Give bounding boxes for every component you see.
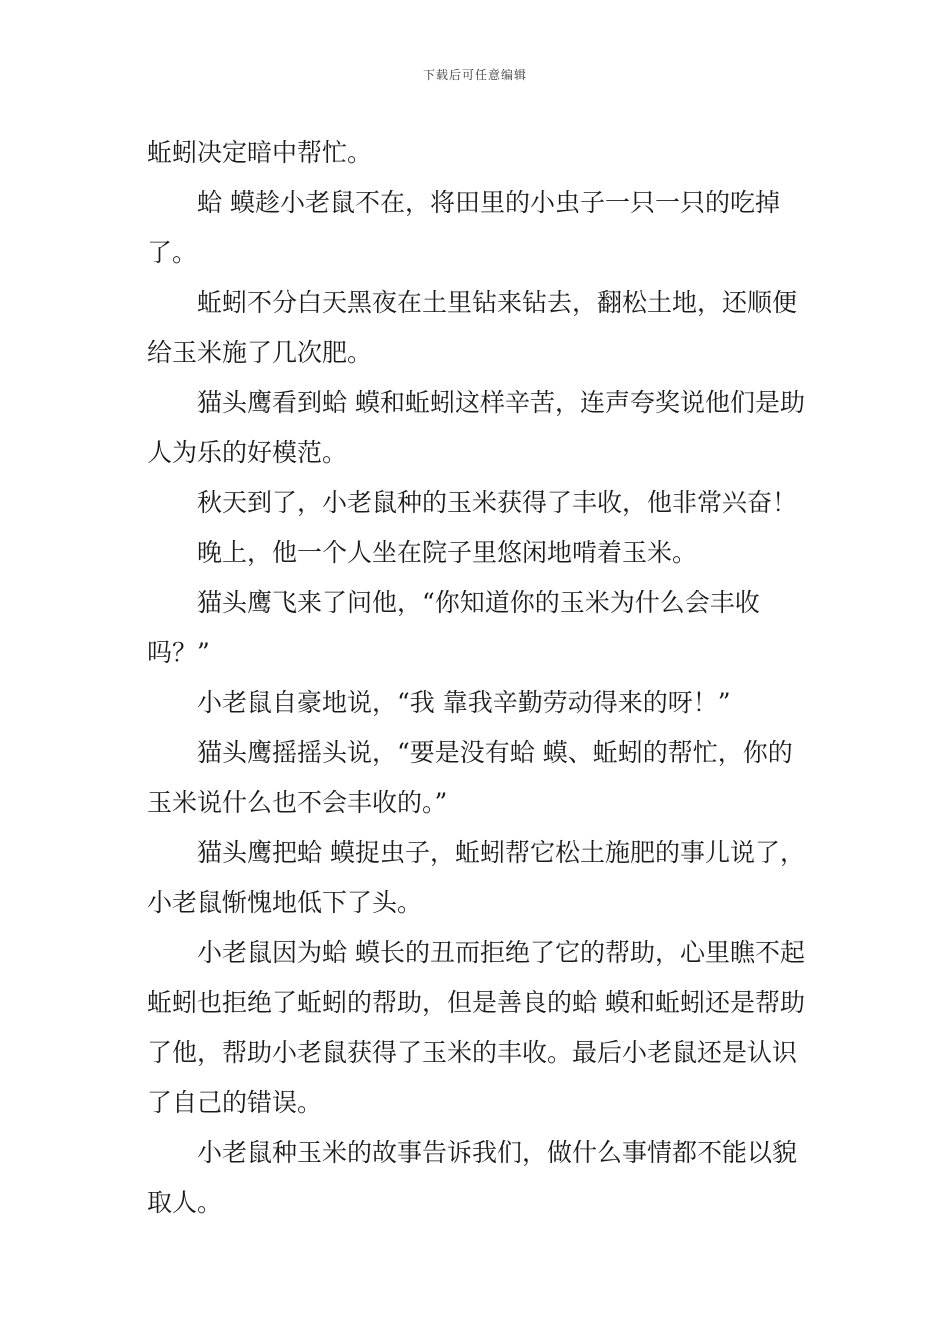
paragraph-9: 猫头鹰摇摇头说，“要是没有蛤 蟆、蚯蚓的帮忙，你的玉米说什么也不会丰收的。” — [147, 738, 793, 817]
paragraph-5: 秋天到了，小老鼠种的玉米获得了丰收，他非常兴奋！ — [197, 488, 798, 517]
paragraph-7: 猫头鹰飞来了问他，“你知道你的玉米为什么会丰收吗？” — [147, 588, 760, 667]
document-body — [147, 128, 807, 1228]
paragraph-1: 蚯蚓决定暗中帮忙。 — [147, 138, 373, 167]
paragraph-10: 猫头鹰把蛤 蟆捉虫子，蚯蚓帮它松土施肥的事儿说了，小老鼠惭愧地低下了头。 — [147, 838, 805, 917]
paragraph-12: 小老鼠种玉米的故事告诉我们，做什么事情都不能以貌取人。 — [147, 1138, 798, 1217]
paragraph-3: 蚯蚓不分白天黑夜在土里钻来钻去，翻松土地，还顺便给玉米施了几次肥。 — [147, 288, 798, 367]
paragraph-2: 蛤 蟆趁小老鼠不在，将田里的小虫子一只一只的吃掉了。 — [147, 188, 780, 267]
paragraph-6: 晚上，他一个人坐在院子里悠闲地啃着玉米。 — [197, 538, 698, 567]
paragraph-11: 小老鼠因为蛤 蟆长的丑而拒绝了它的帮助，心里瞧不起蚯蚓也拒绝了蚯蚓的帮助，但是善良的蛤 蟆和蚯蚓还是帮助了他，帮助小老鼠获得了玉米的丰收。最后小老鼠还是认识了自己的错误。 — [147, 938, 805, 1117]
paragraph-8: 小老鼠自豪地说，“我 靠我辛勤劳动得来的呀！” — [197, 688, 731, 717]
paragraph-4: 猫头鹰看到蛤 蟆和蚯蚓这样辛苦，连声夸奖说他们是助人为乐的好模范。 — [147, 388, 805, 467]
page-header: 下载后可任意编辑 — [422, 68, 527, 82]
